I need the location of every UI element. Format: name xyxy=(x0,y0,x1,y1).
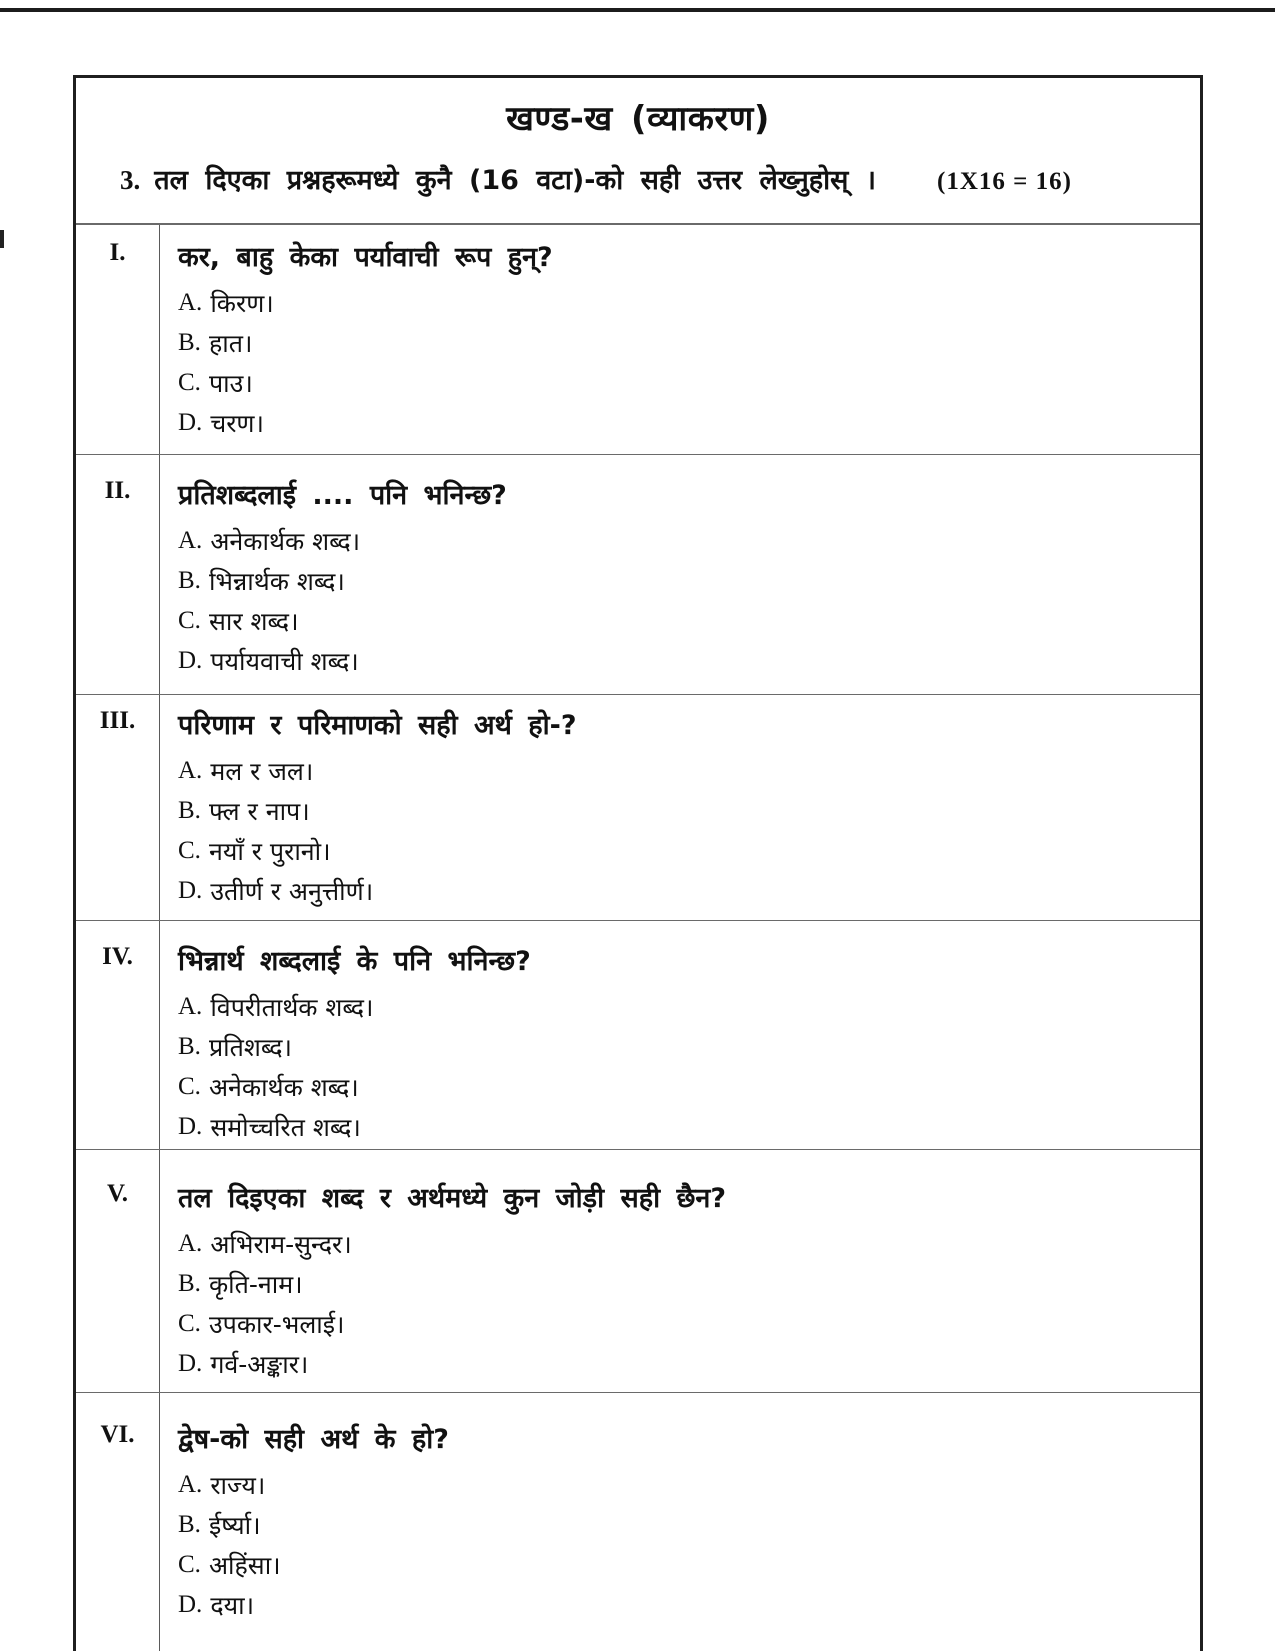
option-letter: C. xyxy=(178,837,201,864)
question-prompt: कर, बाहु केका पर्यावाची रूप हुन्? xyxy=(178,242,553,273)
options-list xyxy=(178,1465,1200,1625)
option-text: अनेकार्थक शब्द। xyxy=(208,1073,359,1102)
option-b xyxy=(178,561,1200,601)
question-row-1 xyxy=(76,225,1200,455)
question-numeral: III. xyxy=(76,695,160,920)
question-numeral: IV. xyxy=(76,921,160,1149)
question-prompt: तल दिइएका शब्द र अर्थमध्ये कुन जोड़ी सही छैन? xyxy=(178,1183,727,1214)
option-c xyxy=(178,601,1200,641)
option-letter: C. xyxy=(178,1073,201,1100)
option-letter: D. xyxy=(178,877,203,904)
option-c xyxy=(178,1067,1200,1107)
option-a xyxy=(178,283,1200,323)
option-text: उपकार-भलाई। xyxy=(208,1310,345,1339)
option-c xyxy=(178,1304,1200,1344)
option-a xyxy=(178,987,1200,1027)
option-text: फ्ल र नाप। xyxy=(208,797,310,826)
question-row-4 xyxy=(76,921,1200,1150)
option-d xyxy=(178,1585,1200,1625)
question-row-2 xyxy=(76,455,1200,695)
option-text: नयाँ र पुरानो। xyxy=(208,837,331,866)
option-letter: A. xyxy=(178,1471,203,1498)
question-content xyxy=(160,921,1200,1149)
option-letter: D. xyxy=(178,1350,203,1377)
option-letter: B. xyxy=(178,329,201,356)
question-row-3 xyxy=(76,695,1200,921)
option-text: पर्यायवाची शब्द। xyxy=(210,647,359,676)
option-d xyxy=(178,403,1200,443)
option-text: अनेकार्थक शब्द। xyxy=(210,527,361,556)
option-text: चरण। xyxy=(210,409,264,438)
question-numeral: I. xyxy=(76,225,160,454)
section-header xyxy=(76,78,1200,225)
option-text: समोच्चरित शब्द। xyxy=(210,1113,361,1142)
option-letter: D. xyxy=(178,409,203,436)
option-text: भिन्नार्थक शब्द। xyxy=(208,567,345,596)
option-letter: C. xyxy=(178,369,201,396)
option-text: पाउ। xyxy=(208,369,253,398)
options-list xyxy=(178,521,1200,681)
question-row-5 xyxy=(76,1150,1200,1393)
option-text: राज्य। xyxy=(210,1471,266,1500)
question-content xyxy=(160,225,1200,454)
question-content xyxy=(160,1150,1200,1392)
option-letter: A. xyxy=(178,757,203,784)
option-a xyxy=(178,1465,1200,1505)
option-text: दया। xyxy=(210,1591,255,1620)
question-content xyxy=(160,455,1200,694)
option-text: गर्व-अङ्कार। xyxy=(210,1350,309,1379)
option-letter: C. xyxy=(178,1310,201,1337)
option-a xyxy=(178,751,1200,791)
option-text: हात। xyxy=(208,329,253,358)
option-text: किरण। xyxy=(210,289,274,318)
option-d xyxy=(178,641,1200,681)
question-content xyxy=(160,1393,1200,1651)
question-prompt: द्वेष-को सही अर्थ के हो? xyxy=(178,1424,449,1455)
question-row-6 xyxy=(76,1393,1200,1651)
question-numeral: V. xyxy=(76,1150,160,1392)
option-b xyxy=(178,1505,1200,1545)
option-letter: C. xyxy=(178,1551,201,1578)
option-d xyxy=(178,871,1200,911)
option-b xyxy=(178,323,1200,363)
exam-table xyxy=(73,75,1203,1651)
scan-artifact-left-tick xyxy=(0,230,4,248)
option-text: अभिराम-सुन्दर। xyxy=(210,1230,352,1259)
option-letter: B. xyxy=(178,1270,201,1297)
question-numeral: VI. xyxy=(76,1393,160,1651)
question-instruction: तल दिएका प्रश्नहरूमध्ये कुनै (16 वटा)-को सही उत्तर लेख्नुहोस् । xyxy=(154,165,876,196)
question-prompt: प्रतिशब्दलाई .... पनि भनिन्छ? xyxy=(178,480,507,511)
options-list xyxy=(178,987,1200,1147)
option-a xyxy=(178,1224,1200,1264)
option-d xyxy=(178,1107,1200,1147)
option-text: ईर्ष्या। xyxy=(208,1511,261,1540)
option-letter: A. xyxy=(178,527,203,554)
option-c xyxy=(178,1545,1200,1585)
option-d xyxy=(178,1344,1200,1384)
option-b xyxy=(178,791,1200,831)
option-letter: B. xyxy=(178,567,201,594)
option-text: कृति-नाम। xyxy=(208,1270,303,1299)
option-letter: A. xyxy=(178,289,203,316)
option-a xyxy=(178,521,1200,561)
option-letter: A. xyxy=(178,993,203,1020)
option-text: मल र जल। xyxy=(210,757,314,786)
question-prompt: भिन्नार्थ शब्दलाई के पनि भनिन्छ? xyxy=(178,946,531,977)
options-list xyxy=(178,1224,1200,1384)
option-text: अहिंसा। xyxy=(208,1551,281,1580)
question-3-line xyxy=(76,140,1200,197)
question-prompt: परिणाम र परिमाणको सही अर्थ हो-? xyxy=(178,710,577,741)
option-letter: D. xyxy=(178,1113,203,1140)
option-b xyxy=(178,1264,1200,1304)
option-letter: B. xyxy=(178,1033,201,1060)
option-letter: B. xyxy=(178,1511,201,1538)
option-c xyxy=(178,831,1200,871)
option-text: विपरीतार्थक शब्द। xyxy=(210,993,374,1022)
question-content xyxy=(160,695,1200,920)
scan-artifact-top-bar xyxy=(0,8,1275,12)
question-numeral: II. xyxy=(76,455,160,694)
option-letter: D. xyxy=(178,647,203,674)
option-letter: C. xyxy=(178,607,201,634)
options-list xyxy=(178,283,1200,443)
options-list xyxy=(178,751,1200,911)
section-title: खण्ड-ख (व्याकरण) xyxy=(506,99,770,139)
marks-label: (1X16 = 16) xyxy=(937,168,1072,195)
option-b xyxy=(178,1027,1200,1067)
option-letter: B. xyxy=(178,797,201,824)
option-letter: A. xyxy=(178,1230,203,1257)
option-text: सार शब्द। xyxy=(208,607,299,636)
option-text: उतीर्ण र अनुत्तीर्ण। xyxy=(210,877,374,906)
option-letter: D. xyxy=(178,1591,203,1618)
question-number: 3. xyxy=(120,165,141,195)
option-text: प्रतिशब्द। xyxy=(208,1033,292,1062)
option-c xyxy=(178,363,1200,403)
